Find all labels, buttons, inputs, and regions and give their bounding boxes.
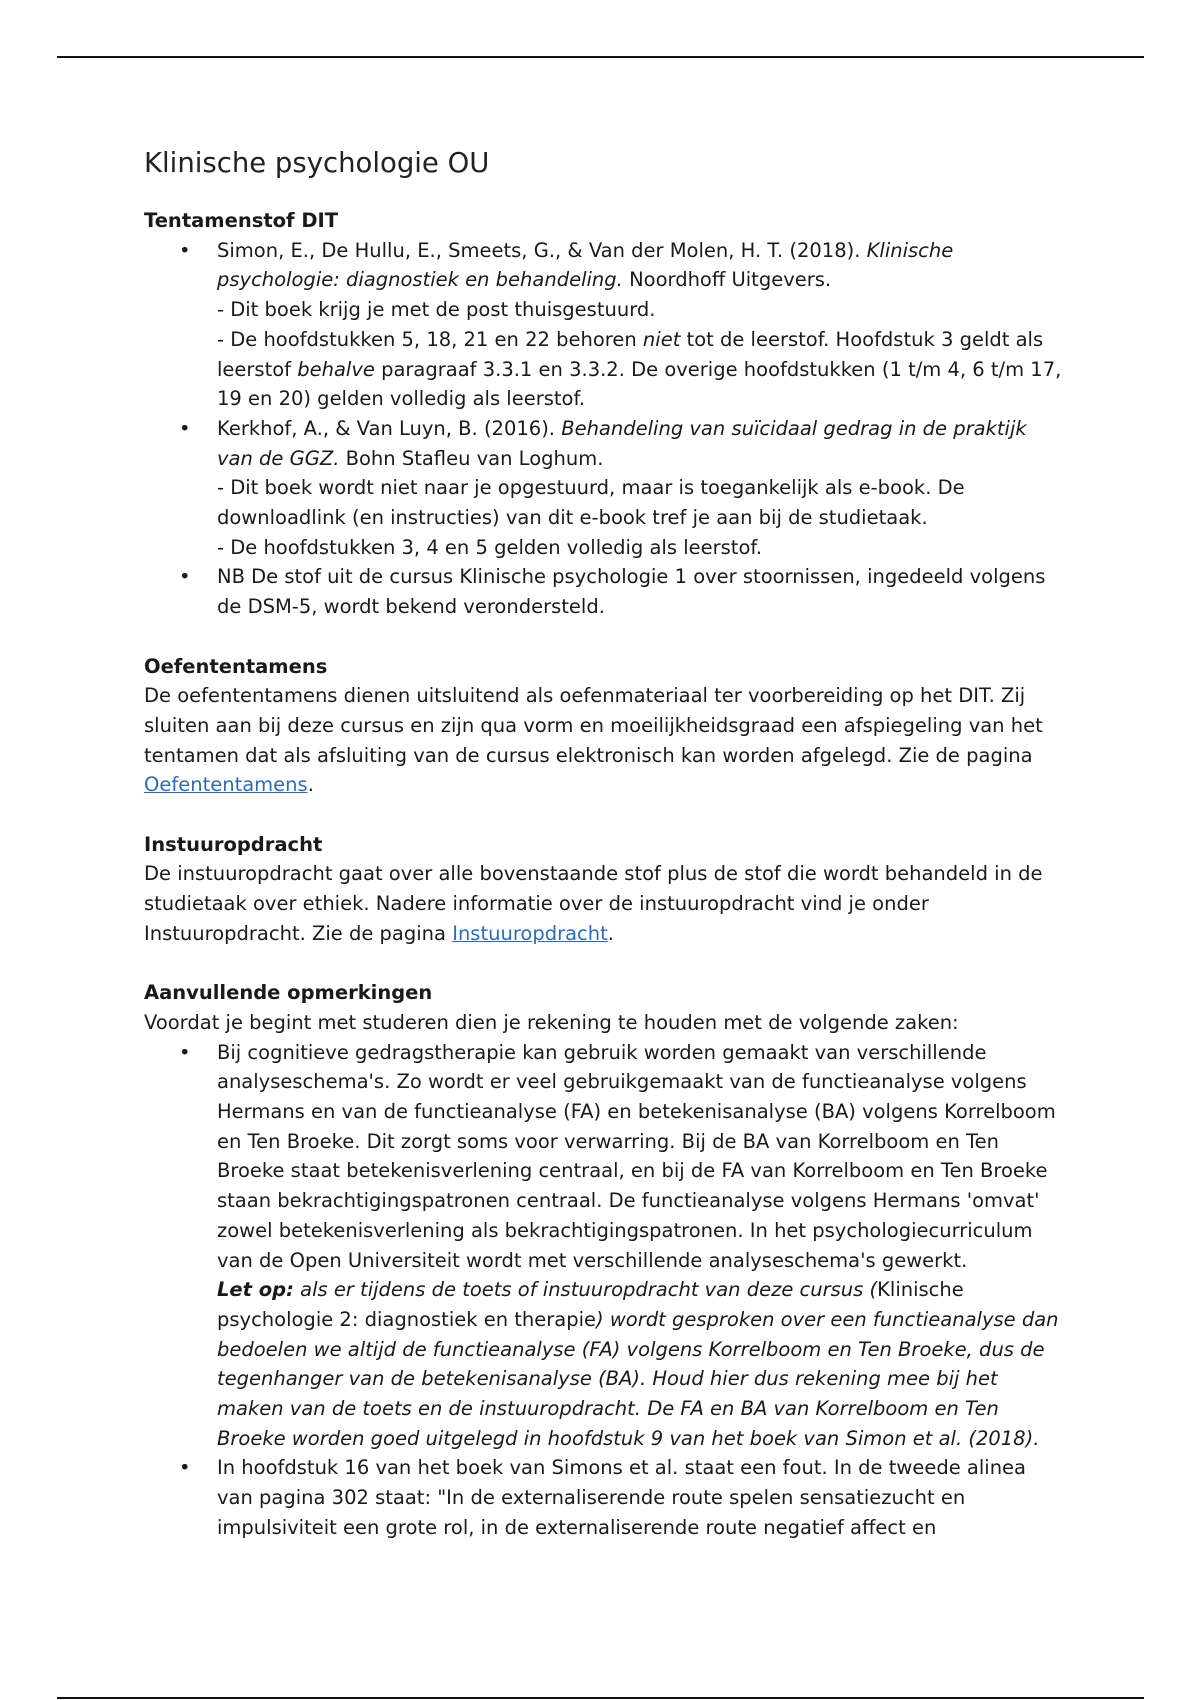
course-name: Klinische psychologie 2: diagnostiek en therapie (217, 1278, 964, 1331)
let-op-label: Let op: (217, 1278, 294, 1302)
emphasis-text: als er tijdens de toets of instuuropdracht van deze cursus ( (293, 1278, 878, 1302)
list-note: Bij cognitieve gedragstherapie kan gebruik worden gemaakt van verschillende analyseschema's. Zo wordt er veel gebruikgemaakt van de functieanalyse volgens Hermans en van de functieanalyse (FA) en betekenisanalyse (BA) volgens Korrelboom en Ten Broeke. Dit zorgt soms voor verwarring. Bij de BA van Korrelboom en Ten Broeke staat betekenisverlening centraal, en bij de FA van Korrelboom en Ten Broeke staan bekrachtigingspatronen centraal. De functieanalyse volgens Hermans 'omvat' zowel betekenisverlening als bekrachtigingspatronen. In het psychologiecurriculum van de Open Universiteit wordt met verschillende analyseschema's gewerkt. (217, 1040, 1056, 1272)
document-body (144, 145, 1064, 1543)
citation-publisher: Noordhoff Uitgevers. (622, 268, 832, 292)
paragraph-end: . (307, 773, 314, 797)
citation-text: Kerkhof, A., & Van Luyn, B. (2016). (217, 416, 562, 440)
paragraph-text: De oefententamens dienen uitsluitend als oefenmateriaal ter voorbereiding op het DIT. Zij sluiten aan bij deze cursus en zijn qua vorm en moeilijkheidsgraad een afspiegeling van het tentamen dat als afsluiting van de cursus elektronisch kan worden afgelegd. Zie de pagina (144, 684, 1043, 767)
emphasis-text: ) wordt gesproken over een functieanalyse dan bedoelen we altijd de functieanalyse (FA) volgens Korrelboom en Ten Broeke, dus de tegenhanger van de betekenisanalyse (BA). Houd hier dus rekening mee bij het maken van de toets en de instuuropdracht. De FA en BA van Korrelboom en Ten Broeke worden goed uitgelegd in hoofdstuk 9 van het boek van Simon et al. (2018). (217, 1307, 1059, 1450)
section-heading-tentamenstof: Tentamenstof DIT (144, 209, 339, 232)
list-note: In hoofdstuk 16 van het boek van Simons et al. staat een fout. In de tweede alinea van pagina 302 staat: "In de externaliserende route spelen sensatiezucht en impulsiviteit een grote rol, in de externaliserende route negatief affect en (217, 1456, 1027, 1539)
citation-text: Simon, E., De Hullu, E., Smeets, G., & Van der Molen, H. T. (2018). (217, 238, 867, 262)
paragraph-text: De instuuropdracht gaat over alle bovenstaande stof plus de stof die wordt behandeld in de studietaak over ethiek. Nadere informatie over de instuuropdracht vind je onder Instuuropdracht. Zie de pagina (144, 862, 1043, 945)
citation-title: Behandeling van suïcidaal gedrag in de praktijk van de GGZ. (217, 416, 1027, 470)
list-note: - Dit boek wordt niet naar je opgestuurd, maar is toegankelijk als e-book. De downloadlink (en instructies) van dit e-book tref je aan bij de studietaak. (217, 476, 965, 530)
section-heading-instuuropdracht: Instuuropdracht (144, 832, 323, 856)
citation-title: Klinische psychologie: diagnostiek en behandeling. (217, 238, 954, 292)
emphasis-text: niet (642, 327, 681, 351)
list-item (144, 236, 1064, 414)
emphasis-text: behalve (297, 357, 375, 381)
intro-text: Voordat je begint met studeren dien je rekening te houden met de volgende zaken: (144, 1010, 959, 1034)
oefententamens-link[interactable]: Oefententamens (144, 773, 308, 797)
list-note: NB De stof uit de cursus Klinische psychologie 1 over stoornissen, ingedeeld volgens de DSM-5, wordt bekend verondersteld. (217, 565, 1046, 619)
list-item (144, 414, 1064, 563)
top-rule (57, 56, 1144, 58)
oefententamens-paragraph (144, 681, 1064, 800)
list-item (144, 1038, 1064, 1454)
bottom-rule (57, 1697, 1144, 1699)
section-heading-oefententamens: Oefententamens (144, 654, 328, 678)
list-note: paragraaf 3.3.1 en 3.3.2. De overige hoofdstukken (1 t/m 4, 6 t/m 17, 19 en 20) gelden volledig als leerstof. (217, 357, 1062, 411)
list-note: - De hoofdstukken 3, 4 en 5 gelden volledig als leerstof. (217, 535, 763, 559)
instuuropdracht-paragraph (144, 859, 1064, 948)
section-heading-aanvullende-opmerkingen: Aanvullende opmerkingen (144, 981, 433, 1005)
tentamenstof-list (144, 236, 1064, 622)
instuuropdracht-link[interactable]: Instuuropdracht (452, 921, 608, 945)
page-title: Klinische psychologie OU (144, 147, 490, 179)
list-note: tot de leerstof. Hoofdstuk 3 geldt als leerstof (217, 327, 1044, 381)
citation-publisher: Bohn Stafleu van Loghum. (339, 446, 604, 470)
paragraph-end: . (607, 921, 614, 945)
list-note: - De hoofdstukken 5, 18, 21 en 22 behoren (217, 327, 643, 351)
list-note: - Dit boek krijg je met de post thuisgestuurd. (217, 298, 656, 322)
opmerkingen-list (144, 1038, 1064, 1543)
list-item (144, 1453, 1064, 1542)
list-item (144, 562, 1064, 621)
